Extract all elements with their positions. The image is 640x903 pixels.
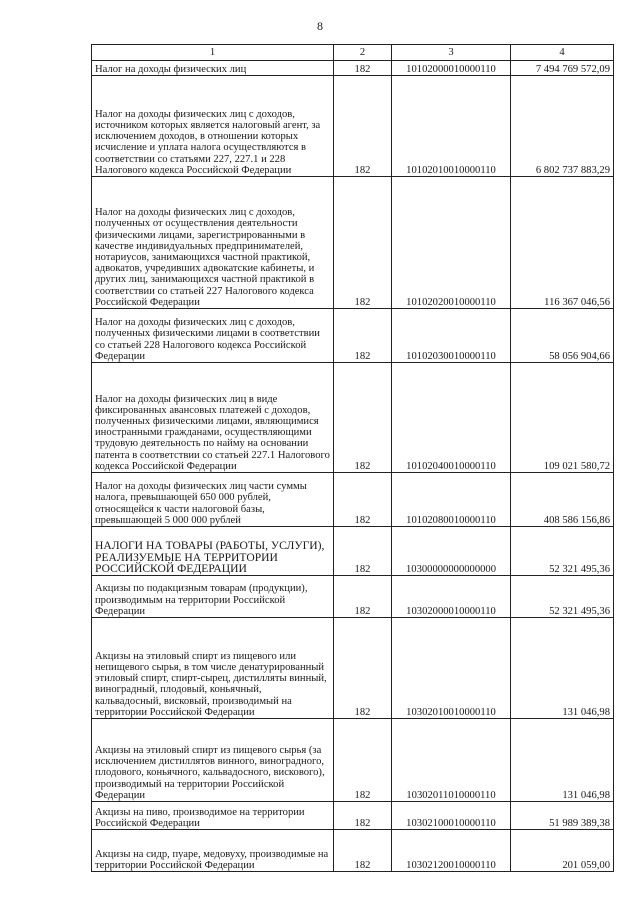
row-budget-code: 10302100010000110 — [392, 802, 511, 830]
table-row — [92, 719, 614, 802]
row-admin-code: 182 — [334, 802, 392, 830]
row-name: Налог на доходы физических лиц с доходов, полученных от осуществления деятельности физическими лицами, зарегистрированными в качестве индивидуальных предпринимателей, нотариусов, занимающихся частной практикой, адвокатов, учредивших адвокатские кабинеты, и других лиц, занимающихся частной практикой в соответствии со статьей 227 Налогового кодекса Российской Федерации — [92, 177, 334, 309]
row-amount: 7 494 769 572,09 — [511, 61, 614, 76]
row-admin-code: 182 — [334, 473, 392, 527]
row-name: Акцизы на сидр, пуаре, медовуху, производимые на территории Российской Федерации — [92, 830, 334, 872]
row-admin-code: 182 — [334, 363, 392, 473]
table-row — [92, 527, 614, 576]
row-budget-code: 10102040010000110 — [392, 363, 511, 473]
row-amount: 52 321 495,36 — [511, 527, 614, 576]
table-row — [92, 363, 614, 473]
row-admin-code: 182 — [334, 61, 392, 76]
table-row — [92, 473, 614, 527]
row-budget-code: 10302010010000110 — [392, 618, 511, 719]
table-row — [92, 61, 614, 76]
page-number: 8 — [317, 19, 323, 33]
header-col-2: 2 — [334, 45, 392, 61]
row-admin-code: 182 — [334, 618, 392, 719]
table-header-row — [92, 45, 614, 61]
row-amount: 51 989 389,38 — [511, 802, 614, 830]
row-amount: 116 367 046,56 — [511, 177, 614, 309]
row-name: Налог на доходы физических лиц с доходов, источником которых является налоговый агент, за исключением доходов, в отношении которых исчисление и уплата налога осуществляются в соответствии со статьями 227, 227.1 и 228 Налогового кодекса Российской Федерации — [92, 76, 334, 177]
table-row — [92, 177, 614, 309]
table-row — [92, 802, 614, 830]
row-budget-code: 10102030010000110 — [392, 309, 511, 363]
table-row — [92, 830, 614, 872]
row-admin-code: 182 — [334, 76, 392, 177]
row-amount: 131 046,98 — [511, 618, 614, 719]
row-amount: 408 586 156,86 — [511, 473, 614, 527]
row-budget-code: 10102010010000110 — [392, 76, 511, 177]
row-admin-code: 182 — [334, 576, 392, 618]
table-row — [92, 309, 614, 363]
row-amount: 131 046,98 — [511, 719, 614, 802]
row-admin-code: 182 — [334, 719, 392, 802]
row-name: Акцизы на этиловый спирт из пищевого или непищевого сырья, в том числе денатурированный этиловый спирт, спирт-сырец, дистилляты винный, виноградный, плодовый, коньячный, кальвадосный, висковый, производимый на территории Российской Федерации — [92, 618, 334, 719]
row-amount: 58 056 904,66 — [511, 309, 614, 363]
row-name: Налог на доходы физических лиц части суммы налога, превышающей 650 000 рублей, относящейся к части налоговой базы, превышающей 5 000 000 рублей — [92, 473, 334, 527]
row-budget-code: 10102020010000110 — [392, 177, 511, 309]
row-amount: 52 321 495,36 — [511, 576, 614, 618]
row-admin-code: 182 — [334, 177, 392, 309]
row-amount: 6 802 737 883,29 — [511, 76, 614, 177]
row-budget-code: 10302000010000110 — [392, 576, 511, 618]
row-budget-code: 10102000010000110 — [392, 61, 511, 76]
row-budget-code: 10302011010000110 — [392, 719, 511, 802]
row-name: Налог на доходы физических лиц — [92, 61, 334, 76]
row-budget-code: 10302120010000110 — [392, 830, 511, 872]
row-admin-code: 182 — [334, 527, 392, 576]
row-amount: 109 021 580,72 — [511, 363, 614, 473]
header-col-4: 4 — [511, 45, 614, 61]
table-row — [92, 76, 614, 177]
row-budget-code: 10102080010000110 — [392, 473, 511, 527]
row-budget-code: 10300000000000000 — [392, 527, 511, 576]
revenue-table — [91, 44, 614, 872]
header-col-1: 1 — [92, 45, 334, 61]
row-name: Акцизы на этиловый спирт из пищевого сырья (за исключением дистиллятов винного, виноградного, плодового, коньячного, кальвадосного, вискового), производимый на территории Российской Федерации — [92, 719, 334, 802]
row-name: Налог на доходы физических лиц в виде фиксированных авансовых платежей с доходов, полученных физическими лицами, являющимися иностранными гражданами, осуществляющими трудовую деятельность по найму на основании патента в соответствии со статьей 227.1 Налогового кодекса Российской Федерации — [92, 363, 334, 473]
row-name: Налог на доходы физических лиц с доходов, полученных физическими лицами в соответствии со статьей 228 Налогового кодекса Российской Федерации — [92, 309, 334, 363]
row-amount: 201 059,00 — [511, 830, 614, 872]
header-col-3: 3 — [392, 45, 511, 61]
row-name: НАЛОГИ НА ТОВАРЫ (РАБОТЫ, УСЛУГИ), РЕАЛИЗУЕМЫЕ НА ТЕРРИТОРИИ РОССИЙСКОЙ ФЕДЕРАЦИИ — [92, 527, 334, 576]
row-name: Акцизы по подакцизным товарам (продукции), производимым на территории Российской Федерации — [92, 576, 334, 618]
table-row — [92, 576, 614, 618]
row-name: Акцизы на пиво, производимое на территории Российской Федерации — [92, 802, 334, 830]
row-admin-code: 182 — [334, 830, 392, 872]
row-admin-code: 182 — [334, 309, 392, 363]
table-row — [92, 618, 614, 719]
